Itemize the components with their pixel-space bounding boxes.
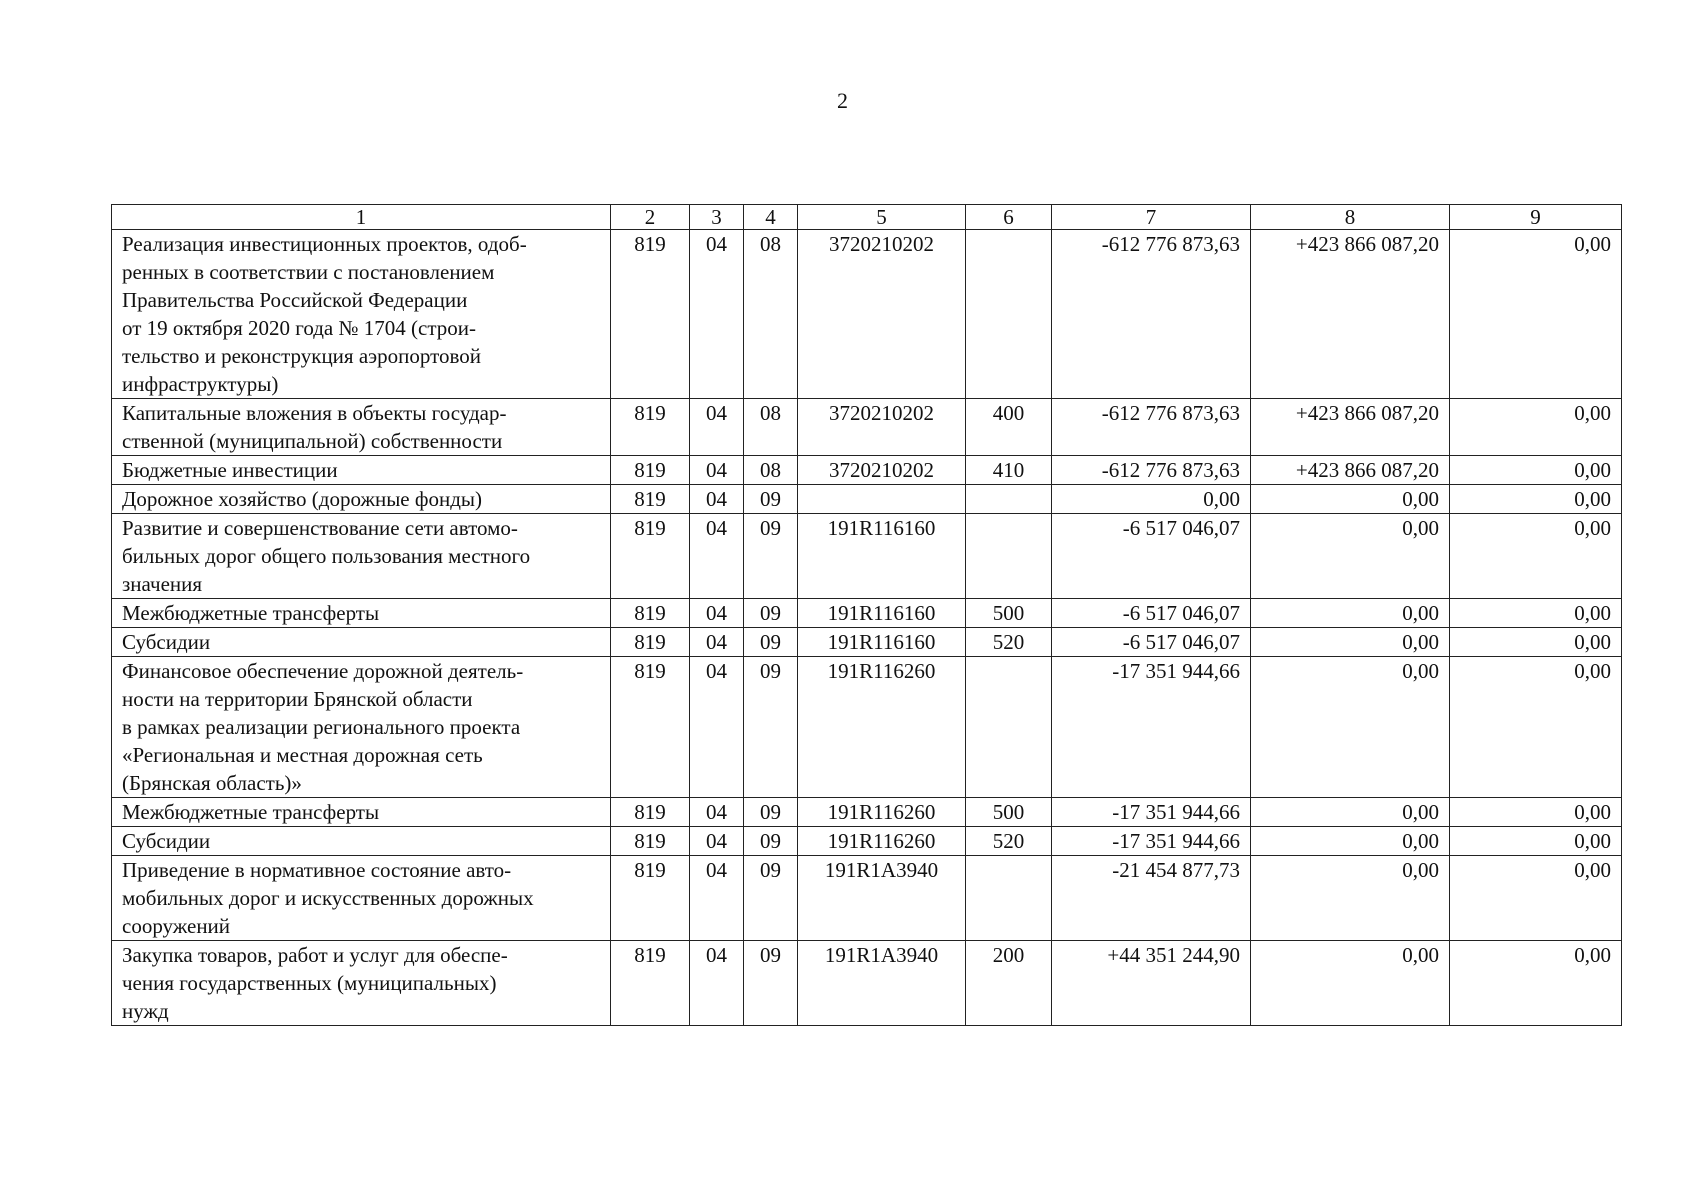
header-cell: 7 bbox=[1052, 205, 1251, 230]
target-article-cell: 3720210202 bbox=[798, 230, 966, 399]
code-cell: 819 bbox=[611, 628, 690, 657]
amount-cell: 0,00 bbox=[1450, 399, 1622, 456]
header-cell: 8 bbox=[1251, 205, 1450, 230]
header-cell: 4 bbox=[744, 205, 798, 230]
section-cell: 04 bbox=[690, 827, 744, 856]
section-cell: 04 bbox=[690, 485, 744, 514]
amount-cell: 0,00 bbox=[1450, 456, 1622, 485]
amount-cell: -612 776 873,63 bbox=[1052, 456, 1251, 485]
subsection-cell: 09 bbox=[744, 827, 798, 856]
target-article-cell: 191R116160 bbox=[798, 599, 966, 628]
header-cell: 5 bbox=[798, 205, 966, 230]
table-row bbox=[112, 856, 1622, 941]
expense-type-cell bbox=[966, 856, 1052, 941]
description-cell: Финансовое обеспечение дорожной деятель- ности на территории Брянской области в рамках реализации регионального проекта «Региональная и местная дорожная сеть (Брянская область)» bbox=[112, 657, 611, 798]
section-cell: 04 bbox=[690, 856, 744, 941]
budget-table bbox=[111, 204, 1622, 1026]
table-row bbox=[112, 599, 1622, 628]
table-row bbox=[112, 485, 1622, 514]
table-row bbox=[112, 827, 1622, 856]
expense-type-cell bbox=[966, 485, 1052, 514]
code-cell: 819 bbox=[611, 657, 690, 798]
table-row bbox=[112, 456, 1622, 485]
page-number: 2 bbox=[837, 88, 848, 113]
expense-type-cell bbox=[966, 657, 1052, 798]
amount-cell: 0,00 bbox=[1251, 485, 1450, 514]
subsection-cell: 09 bbox=[744, 798, 798, 827]
table-row bbox=[112, 514, 1622, 599]
header-cell: 6 bbox=[966, 205, 1052, 230]
subsection-cell: 08 bbox=[744, 399, 798, 456]
amount-cell: -17 351 944,66 bbox=[1052, 798, 1251, 827]
subsection-cell: 09 bbox=[744, 514, 798, 599]
description-cell: Дорожное хозяйство (дорожные фонды) bbox=[112, 485, 611, 514]
description-cell: Межбюджетные трансферты bbox=[112, 599, 611, 628]
code-cell: 819 bbox=[611, 599, 690, 628]
code-cell: 819 bbox=[611, 514, 690, 599]
subsection-cell: 09 bbox=[744, 599, 798, 628]
target-article-cell: 191R116260 bbox=[798, 827, 966, 856]
amount-cell: 0,00 bbox=[1251, 941, 1450, 1026]
section-cell: 04 bbox=[690, 657, 744, 798]
subsection-cell: 09 bbox=[744, 856, 798, 941]
amount-cell: -612 776 873,63 bbox=[1052, 399, 1251, 456]
amount-cell: 0,00 bbox=[1251, 514, 1450, 599]
expense-type-cell: 500 bbox=[966, 599, 1052, 628]
amount-cell: 0,00 bbox=[1251, 657, 1450, 798]
amount-cell: +44 351 244,90 bbox=[1052, 941, 1251, 1026]
subsection-cell: 09 bbox=[744, 628, 798, 657]
description-cell: Межбюджетные трансферты bbox=[112, 798, 611, 827]
description-cell: Приведение в нормативное состояние авто- мобильных дорог и искусственных дорожных сооружений bbox=[112, 856, 611, 941]
amount-cell: 0,00 bbox=[1450, 941, 1622, 1026]
description-cell: Реализация инвестиционных проектов, одоб- ренных в соответствии с постановлением Правительства Российской Федерации от 19 октября 2020 года № 1704 (строи- тельство и реконструкция аэропортовой инфраструктуры) bbox=[112, 230, 611, 399]
amount-cell: 0,00 bbox=[1450, 827, 1622, 856]
amount-cell: 0,00 bbox=[1450, 657, 1622, 798]
amount-cell: 0,00 bbox=[1251, 827, 1450, 856]
amount-cell: -17 351 944,66 bbox=[1052, 657, 1251, 798]
subsection-cell: 09 bbox=[744, 485, 798, 514]
header-cell: 9 bbox=[1450, 205, 1622, 230]
section-cell: 04 bbox=[690, 514, 744, 599]
code-cell: 819 bbox=[611, 230, 690, 399]
section-cell: 04 bbox=[690, 599, 744, 628]
expense-type-cell bbox=[966, 514, 1052, 599]
expense-type-cell: 500 bbox=[966, 798, 1052, 827]
expense-type-cell: 410 bbox=[966, 456, 1052, 485]
amount-cell: -612 776 873,63 bbox=[1052, 230, 1251, 399]
description-cell: Закупка товаров, работ и услуг для обеспе- чения государственных (муниципальных) нужд bbox=[112, 941, 611, 1026]
expense-type-cell: 400 bbox=[966, 399, 1052, 456]
expense-type-cell: 520 bbox=[966, 827, 1052, 856]
table-row bbox=[112, 798, 1622, 827]
code-cell: 819 bbox=[611, 399, 690, 456]
target-article-cell: 191R116260 bbox=[798, 657, 966, 798]
amount-cell: 0,00 bbox=[1251, 798, 1450, 827]
code-cell: 819 bbox=[611, 827, 690, 856]
table-row bbox=[112, 657, 1622, 798]
target-article-cell: 3720210202 bbox=[798, 456, 966, 485]
amount-cell: 0,00 bbox=[1450, 599, 1622, 628]
target-article-cell: 191R116260 bbox=[798, 798, 966, 827]
amount-cell: 0,00 bbox=[1251, 599, 1450, 628]
table-row bbox=[112, 628, 1622, 657]
amount-cell: 0,00 bbox=[1450, 798, 1622, 827]
amount-cell: -17 351 944,66 bbox=[1052, 827, 1251, 856]
subsection-cell: 09 bbox=[744, 657, 798, 798]
section-cell: 04 bbox=[690, 456, 744, 485]
amount-cell: 0,00 bbox=[1052, 485, 1251, 514]
expense-type-cell: 520 bbox=[966, 628, 1052, 657]
expense-type-cell bbox=[966, 230, 1052, 399]
section-cell: 04 bbox=[690, 230, 744, 399]
section-cell: 04 bbox=[690, 798, 744, 827]
target-article-cell: 191R116160 bbox=[798, 514, 966, 599]
description-cell: Капитальные вложения в объекты государ- ственной (муниципальной) собственности bbox=[112, 399, 611, 456]
subsection-cell: 08 bbox=[744, 456, 798, 485]
description-cell: Субсидии bbox=[112, 827, 611, 856]
target-article-cell bbox=[798, 485, 966, 514]
header-cell: 2 bbox=[611, 205, 690, 230]
target-article-cell: 191R1A3940 bbox=[798, 941, 966, 1026]
amount-cell: -6 517 046,07 bbox=[1052, 628, 1251, 657]
amount-cell: +423 866 087,20 bbox=[1251, 399, 1450, 456]
section-cell: 04 bbox=[690, 399, 744, 456]
header-row bbox=[112, 205, 1622, 230]
table-row bbox=[112, 230, 1622, 399]
target-article-cell: 191R116160 bbox=[798, 628, 966, 657]
amount-cell: +423 866 087,20 bbox=[1251, 456, 1450, 485]
amount-cell: 0,00 bbox=[1450, 514, 1622, 599]
table-body bbox=[112, 230, 1622, 1026]
code-cell: 819 bbox=[611, 485, 690, 514]
table-header bbox=[112, 205, 1622, 230]
subsection-cell: 09 bbox=[744, 941, 798, 1026]
amount-cell: 0,00 bbox=[1251, 628, 1450, 657]
amount-cell: +423 866 087,20 bbox=[1251, 230, 1450, 399]
description-cell: Бюджетные инвестиции bbox=[112, 456, 611, 485]
section-cell: 04 bbox=[690, 941, 744, 1026]
code-cell: 819 bbox=[611, 856, 690, 941]
amount-cell: 0,00 bbox=[1450, 230, 1622, 399]
code-cell: 819 bbox=[611, 941, 690, 1026]
amount-cell: 0,00 bbox=[1450, 856, 1622, 941]
amount-cell: -21 454 877,73 bbox=[1052, 856, 1251, 941]
header-cell: 3 bbox=[690, 205, 744, 230]
table-row bbox=[112, 399, 1622, 456]
amount-cell: -6 517 046,07 bbox=[1052, 599, 1251, 628]
code-cell: 819 bbox=[611, 798, 690, 827]
amount-cell: -6 517 046,07 bbox=[1052, 514, 1251, 599]
code-cell: 819 bbox=[611, 456, 690, 485]
description-cell: Субсидии bbox=[112, 628, 611, 657]
amount-cell: 0,00 bbox=[1450, 628, 1622, 657]
amount-cell: 0,00 bbox=[1251, 856, 1450, 941]
expense-type-cell: 200 bbox=[966, 941, 1052, 1026]
target-article-cell: 191R1A3940 bbox=[798, 856, 966, 941]
description-cell: Развитие и совершенствование сети автомо- бильных дорог общего пользования местного значения bbox=[112, 514, 611, 599]
table-row bbox=[112, 941, 1622, 1026]
target-article-cell: 3720210202 bbox=[798, 399, 966, 456]
header-cell: 1 bbox=[112, 205, 611, 230]
amount-cell: 0,00 bbox=[1450, 485, 1622, 514]
subsection-cell: 08 bbox=[744, 230, 798, 399]
section-cell: 04 bbox=[690, 628, 744, 657]
